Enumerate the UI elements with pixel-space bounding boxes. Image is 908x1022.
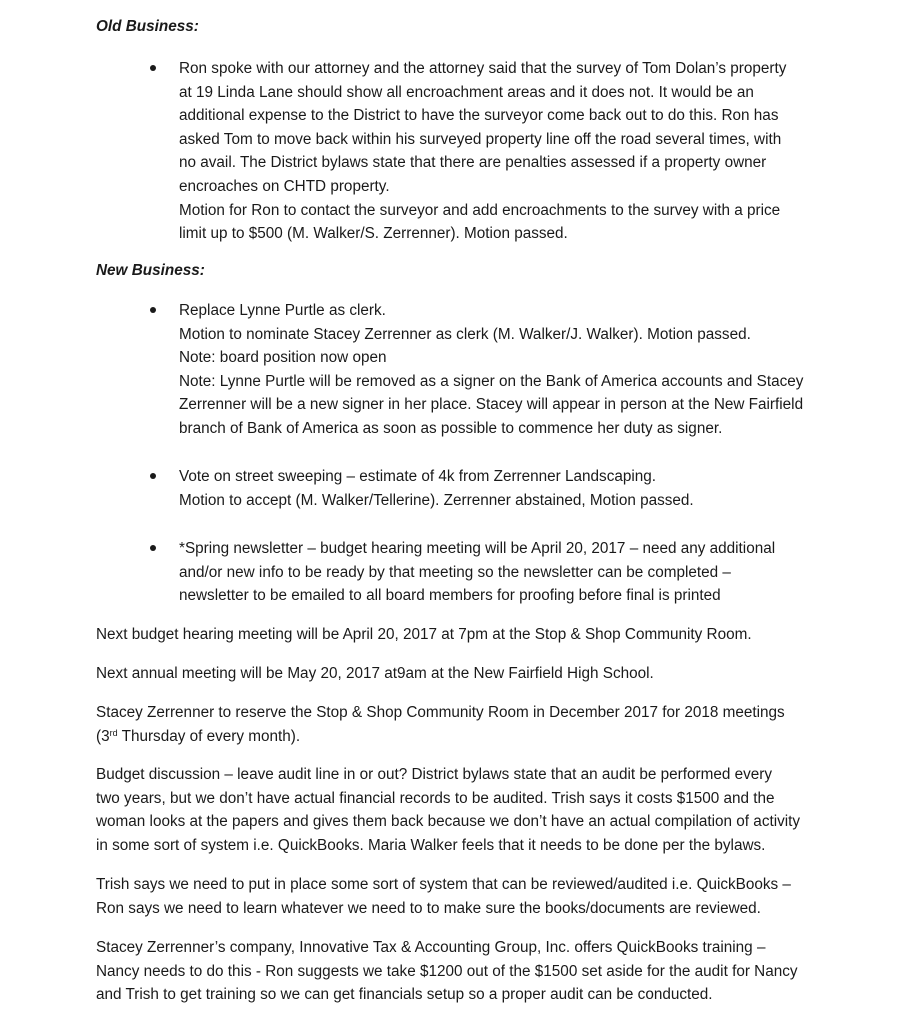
text-line: Motion to nominate Stacey Zerrenner as clerk (M. Walker/J. Walker). Motion passed. [179,325,751,343]
new-business-item-newsletter [0,537,908,608]
text-line: branch of Bank of America as soon as possible to commence her duty as signer. [179,419,723,437]
text-line: newsletter to be emailed to all board members for proofing before final is printed [179,587,721,605]
text-line: in some sort of system i.e. QuickBooks. Maria Walker feels that it needs to be done per the bylaws. [96,836,766,854]
text-line: no avail. The District bylaws state that there are penalties assessed if a property owner [179,154,767,172]
bullet-icon [150,545,156,551]
text-line: and Trish to get training so we can get financials setup so a proper audit can be conducted. [96,986,713,1004]
new-business-item-clerk [0,299,908,441]
text-line: Next annual meeting will be May 20, 2017 at9am at the New Fairfield High School. [96,665,654,682]
text-line: Replace Lynne Purtle as clerk. [179,302,386,319]
bullet-icon [150,65,156,71]
text-line: asked Tom to move back within his surveyed property line off the road several times, with [179,130,782,148]
text-line: Ron says we need to learn whatever we need to to make sure the books/documents are reviewed. [96,899,761,917]
text-line: and/or new info to be ready by that meeting so the newsletter can be completed – [179,563,731,581]
paragraph-quickbooks-training [96,936,826,1007]
paragraph-annual-meeting [96,662,826,686]
ordinal-suffix: rd [109,727,118,738]
old-business-list [0,57,908,246]
text-line: Stacey Zerrenner to reserve the Stop & Shop Community Room in December 2017 for 2018 meetings [96,704,785,721]
new-business-list-clerk [0,299,908,441]
text-line: encroaches on CHTD property. [179,177,390,195]
new-business-heading: New Business: [96,262,205,279]
paragraph-quickbooks-system [96,873,826,920]
text-line: Stacey Zerrenner’s company, Innovative Tax & Accounting Group, Inc. offers QuickBooks training – [96,939,766,956]
old-business-heading: Old Business: [96,18,199,35]
text-line: woman looks at the papers and gives them back because we don’t have an actual compilation of activity [96,813,801,831]
text-line: Budget discussion – leave audit line in or out? District bylaws state that an audit be performed every [96,766,772,783]
text-line: additional expense to the District to have the surveyor come back out to do this. Ron has [179,107,779,125]
paragraph-budget-discussion [96,763,826,857]
text-line: Note: Lynne Purtle will be removed as a signer on the Bank of America accounts and Stacey [179,372,804,390]
text-line: at 19 Linda Lane should show all encroachment areas and it does not. It would be an [179,83,754,101]
text-line: Note: board position now open [179,349,387,367]
old-business-item-encroachment [0,57,908,246]
text-line: Trish says we need to put in place some sort of system that can be reviewed/audited i.e. QuickBooks – [96,876,791,893]
text-line: Zerrenner will be a new signer in her place. Stacey will appear in person at the New Fairfield [179,396,804,414]
text-line: two years, but we don’t have actual financial records to be audited. Trish says it costs $1500 and the [96,789,775,807]
text-line: (3rd Thursday of every month). [96,727,301,745]
new-business-list-sweeping [0,465,908,512]
text-line: Next budget hearing meeting will be April 20, 2017 at 7pm at the Stop & Shop Community Room. [96,626,752,643]
text-line: *Spring newsletter – budget hearing meeting will be April 20, 2017 – need any additional [179,540,776,557]
bullet-icon [150,307,156,313]
text-line: Nancy needs to do this - Ron suggests we take $1200 out of the $1500 set aside for the audit for Nancy [96,962,798,980]
text-line: Motion to accept (M. Walker/Tellerine). Zerrenner abstained, Motion passed. [179,491,694,509]
text-line: Motion for Ron to contact the surveyor and add encroachments to the survey with a price [179,201,781,219]
paragraph-budget-hearing [96,623,826,647]
new-business-list-newsletter [0,537,908,608]
bullet-icon [150,473,156,479]
text-line: Vote on street sweeping – estimate of 4k from Zerrenner Landscaping. [179,468,657,485]
text-line: Ron spoke with our attorney and the attorney said that the survey of Tom Dolan’s property [179,60,787,77]
text-line: limit up to $500 (M. Walker/S. Zerrenner). Motion passed. [179,225,568,243]
paragraph-reserve-room [96,701,826,748]
new-business-item-street-sweeping [0,465,908,512]
